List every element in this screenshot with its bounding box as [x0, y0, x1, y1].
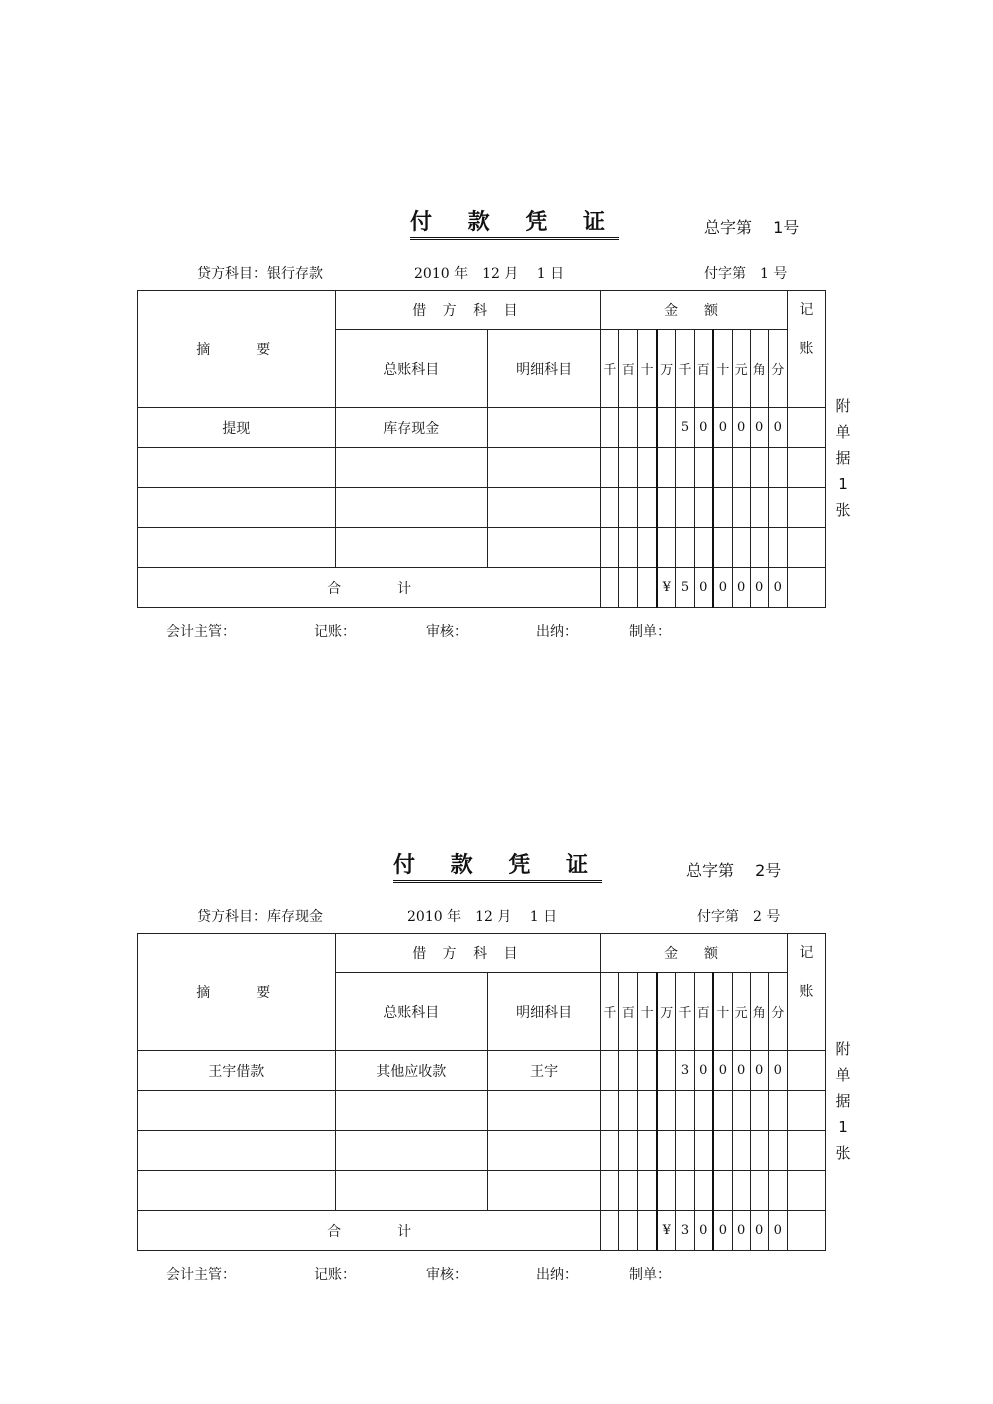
- row-digit: [657, 408, 676, 448]
- row-digit: [732, 528, 750, 568]
- table-row: [138, 528, 826, 568]
- row-digit: 0: [732, 408, 750, 448]
- row-digit: [619, 408, 638, 448]
- total-digit: 0: [713, 568, 732, 608]
- row-digit: [713, 1131, 732, 1171]
- row-summary: 王宇借款: [138, 1051, 336, 1091]
- row-digit: [713, 1171, 732, 1211]
- row-digit: 5: [676, 408, 694, 448]
- total-digit: [638, 1211, 657, 1251]
- debit-account-header: 借 方 科 目: [335, 934, 601, 973]
- general-ledger-header: 总账科目: [335, 330, 487, 408]
- digit-header: 元: [732, 973, 750, 1051]
- row-digit: [601, 1051, 619, 1091]
- voucher-title: 付 款 凭 证: [393, 848, 602, 883]
- row-summary: [138, 1131, 336, 1171]
- signature-field: 制单：: [629, 1267, 671, 1283]
- row-digit: [638, 528, 657, 568]
- row-digit: [619, 528, 638, 568]
- row-digit: 0: [750, 1051, 768, 1091]
- row-digit: [732, 1171, 750, 1211]
- signature-field: 记账：: [314, 624, 356, 640]
- digit-header: 分: [768, 973, 787, 1051]
- row-digit: [638, 448, 657, 488]
- digit-header: 角: [750, 973, 768, 1051]
- digit-header: 万: [657, 330, 676, 408]
- digit-header: 十: [713, 330, 732, 408]
- row-digit: [713, 488, 732, 528]
- row-posted: [787, 1131, 825, 1171]
- row-detail-account: [487, 448, 600, 488]
- total-row: [138, 568, 826, 608]
- row-digit: [750, 1091, 768, 1131]
- row-digit: [657, 488, 676, 528]
- row-posted: [787, 448, 825, 488]
- total-digit: [619, 1211, 638, 1251]
- row-digit: [657, 1171, 676, 1211]
- row-digit: [732, 1131, 750, 1171]
- row-general-account: [335, 448, 487, 488]
- row-digit: 0: [713, 408, 732, 448]
- row-digit: [638, 1171, 657, 1211]
- row-digit: [732, 488, 750, 528]
- row-posted: [787, 488, 825, 528]
- total-row: [138, 1211, 826, 1251]
- row-digit: [676, 1171, 694, 1211]
- signature-field: 审核：: [426, 624, 468, 640]
- row-digit: 0: [750, 408, 768, 448]
- attachment-char: 附: [835, 1040, 851, 1058]
- row-digit: [601, 1131, 619, 1171]
- row-posted: [787, 1091, 825, 1131]
- digit-header: 千: [676, 330, 694, 408]
- signature-field: 出纳：: [536, 624, 578, 640]
- row-posted: [787, 1051, 825, 1091]
- signature-line: [0, 1264, 993, 1284]
- row-general-account: 其他应收款: [335, 1051, 487, 1091]
- row-detail-account: [487, 1091, 600, 1131]
- row-detail-account: [487, 1131, 600, 1171]
- row-digit: [638, 1091, 657, 1131]
- row-digit: [694, 488, 713, 528]
- table-row: [138, 488, 826, 528]
- signature-field: 出纳：: [536, 1267, 578, 1283]
- debit-account-header: 借 方 科 目: [335, 291, 601, 330]
- row-digit: [694, 528, 713, 568]
- row-digit: [601, 408, 619, 448]
- row-digit: [619, 488, 638, 528]
- row-digit: [750, 528, 768, 568]
- signature-field: 记账：: [314, 1267, 356, 1283]
- row-digit: [694, 1131, 713, 1171]
- row-digit: 0: [694, 408, 713, 448]
- table-row: [138, 1171, 826, 1211]
- total-digit: 0: [750, 568, 768, 608]
- row-digit: [750, 488, 768, 528]
- row-digit: [732, 448, 750, 488]
- row-digit: [657, 1051, 676, 1091]
- attachment-note: [834, 1036, 852, 1166]
- row-digit: [657, 1131, 676, 1171]
- row-digit: 0: [732, 1051, 750, 1091]
- signature-field: 制单：: [629, 624, 671, 640]
- attachment-char: 单: [835, 423, 851, 441]
- digit-header: 百: [694, 973, 713, 1051]
- attachment-char: 据: [835, 449, 851, 467]
- total-digit: 0: [694, 1211, 713, 1251]
- digit-header: 十: [638, 973, 657, 1051]
- total-digit: 0: [750, 1211, 768, 1251]
- digit-header: 千: [601, 973, 619, 1051]
- table-row: [138, 408, 826, 448]
- row-digit: [619, 1051, 638, 1091]
- total-posted: [787, 1211, 825, 1251]
- amount-header: 金 额: [601, 934, 788, 973]
- row-digit: [694, 1091, 713, 1131]
- payment-voucher-number: 付字第 1 号: [704, 266, 788, 282]
- table-row: [138, 1131, 826, 1171]
- signature-field: 审核：: [426, 1267, 468, 1283]
- payment-voucher: [0, 848, 993, 1283]
- attachment-char: 1: [838, 475, 848, 493]
- row-detail-account: [487, 488, 600, 528]
- row-summary: [138, 1091, 336, 1131]
- total-voucher-number: 总字第 2号: [686, 861, 782, 880]
- total-digit: 0: [694, 568, 713, 608]
- row-digit: [768, 488, 787, 528]
- digit-header: 百: [694, 330, 713, 408]
- row-digit: [676, 1091, 694, 1131]
- attachment-note: [834, 393, 852, 523]
- row-digit: [657, 528, 676, 568]
- digit-header: 元: [732, 330, 750, 408]
- row-digit: [657, 448, 676, 488]
- digit-header: 分: [768, 330, 787, 408]
- total-digit: 0: [713, 1211, 732, 1251]
- signature-field: 会计主管：: [166, 624, 236, 640]
- total-digit: [601, 1211, 619, 1251]
- table-row: [138, 1091, 826, 1131]
- digit-header: 角: [750, 330, 768, 408]
- row-general-account: [335, 528, 487, 568]
- total-digit: [619, 568, 638, 608]
- row-digit: [676, 1131, 694, 1171]
- total-label: 合 计: [138, 1211, 601, 1251]
- row-summary: [138, 448, 336, 488]
- row-general-account: 库存现金: [335, 408, 487, 448]
- total-digit: ¥: [657, 568, 676, 608]
- row-detail-account: [487, 408, 600, 448]
- row-digit: [657, 1091, 676, 1131]
- row-digit: [676, 488, 694, 528]
- row-digit: [619, 1091, 638, 1131]
- row-digit: [732, 1091, 750, 1131]
- row-summary: [138, 1171, 336, 1211]
- voucher-table: [137, 933, 826, 1251]
- row-digit: [619, 1171, 638, 1211]
- voucher-date: 2010 年 12 月 1 日: [407, 909, 558, 925]
- voucher-date: 2010 年 12 月 1 日: [414, 266, 565, 282]
- table-row: [138, 448, 826, 488]
- row-detail-account: 王宇: [487, 1051, 600, 1091]
- digit-header: 十: [638, 330, 657, 408]
- row-digit: [750, 448, 768, 488]
- total-digit: ¥: [657, 1211, 676, 1251]
- attachment-char: 张: [835, 1144, 851, 1162]
- table-row: [138, 1051, 826, 1091]
- total-digit: 0: [768, 1211, 787, 1251]
- summary-header: 摘 要: [138, 291, 336, 408]
- row-digit: [676, 448, 694, 488]
- row-summary: [138, 488, 336, 528]
- row-digit: [694, 1171, 713, 1211]
- detail-account-header: 明细科目: [487, 330, 600, 408]
- row-digit: 0: [713, 1051, 732, 1091]
- total-digit: 0: [732, 1211, 750, 1251]
- total-digit: [601, 568, 619, 608]
- digit-header: 千: [601, 330, 619, 408]
- digit-header: 百: [619, 330, 638, 408]
- attachment-char: 张: [835, 501, 851, 519]
- row-digit: [713, 528, 732, 568]
- digit-header: 万: [657, 973, 676, 1051]
- detail-account-header: 明细科目: [487, 973, 600, 1051]
- amount-header: 金 额: [601, 291, 788, 330]
- row-digit: [713, 448, 732, 488]
- posted-header: 记 账: [787, 291, 825, 408]
- row-general-account: [335, 1171, 487, 1211]
- row-digit: 3: [676, 1051, 694, 1091]
- row-digit: [676, 528, 694, 568]
- total-label: 合 计: [138, 568, 601, 608]
- row-posted: [787, 1171, 825, 1211]
- total-digit: 5: [676, 568, 694, 608]
- row-digit: [601, 1091, 619, 1131]
- digit-header: 百: [619, 973, 638, 1051]
- row-digit: 0: [694, 1051, 713, 1091]
- row-posted: [787, 528, 825, 568]
- row-digit: [768, 1091, 787, 1131]
- row-detail-account: [487, 528, 600, 568]
- voucher-title: 付 款 凭 证: [410, 205, 619, 240]
- payment-voucher: [0, 205, 993, 640]
- total-posted: [787, 568, 825, 608]
- total-digit: 0: [732, 568, 750, 608]
- row-summary: [138, 528, 336, 568]
- row-digit: [601, 488, 619, 528]
- row-digit: [619, 448, 638, 488]
- row-digit: [713, 1091, 732, 1131]
- total-digit: 3: [676, 1211, 694, 1251]
- row-digit: [638, 408, 657, 448]
- summary-header: 摘 要: [138, 934, 336, 1051]
- row-digit: [638, 1131, 657, 1171]
- row-general-account: [335, 1091, 487, 1131]
- row-digit: [601, 528, 619, 568]
- total-voucher-number: 总字第 1号: [704, 218, 800, 237]
- row-general-account: [335, 488, 487, 528]
- attachment-char: 单: [835, 1066, 851, 1084]
- digit-header: 千: [676, 973, 694, 1051]
- row-detail-account: [487, 1171, 600, 1211]
- row-digit: [601, 448, 619, 488]
- row-digit: 0: [768, 1051, 787, 1091]
- signature-line: [0, 621, 993, 641]
- attachment-char: 附: [835, 397, 851, 415]
- voucher-table: [137, 290, 826, 608]
- row-digit: 0: [768, 408, 787, 448]
- row-digit: [768, 1131, 787, 1171]
- digit-header: 十: [713, 973, 732, 1051]
- signature-field: 会计主管：: [166, 1267, 236, 1283]
- attachment-char: 据: [835, 1092, 851, 1110]
- row-digit: [750, 1131, 768, 1171]
- credit-account: 贷方科目：银行存款: [197, 266, 323, 282]
- total-digit: [638, 568, 657, 608]
- row-digit: [619, 1131, 638, 1171]
- total-digit: 0: [768, 568, 787, 608]
- row-posted: [787, 408, 825, 448]
- row-general-account: [335, 1131, 487, 1171]
- row-digit: [694, 448, 713, 488]
- payment-voucher-number: 付字第 2 号: [697, 909, 781, 925]
- row-digit: [601, 1171, 619, 1211]
- row-digit: [768, 448, 787, 488]
- row-digit: [768, 1171, 787, 1211]
- general-ledger-header: 总账科目: [335, 973, 487, 1051]
- row-summary: 提现: [138, 408, 336, 448]
- row-digit: [638, 488, 657, 528]
- attachment-char: 1: [838, 1118, 848, 1136]
- credit-account: 贷方科目：库存现金: [197, 909, 323, 925]
- posted-header: 记 账: [787, 934, 825, 1051]
- row-digit: [768, 528, 787, 568]
- row-digit: [638, 1051, 657, 1091]
- row-digit: [750, 1171, 768, 1211]
